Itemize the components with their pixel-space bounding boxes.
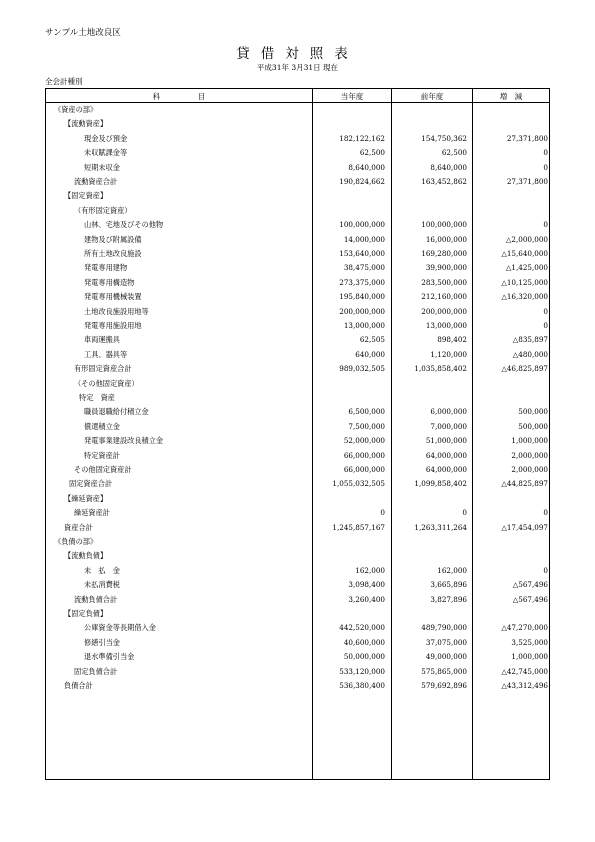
previous-year-value: 1,099,858,402 bbox=[414, 479, 467, 489]
table-row bbox=[46, 434, 549, 448]
current-year-value: 273,375,000 bbox=[339, 277, 385, 287]
table-row bbox=[46, 549, 549, 563]
change-value: 500,000 bbox=[518, 421, 548, 431]
previous-year-value: 62,500 bbox=[441, 148, 467, 158]
change-value: △567,496 bbox=[512, 594, 548, 604]
table-row bbox=[46, 506, 549, 520]
table-row bbox=[46, 578, 549, 592]
change-value: 0 bbox=[543, 321, 548, 330]
row-label: 未収賦課金等 bbox=[84, 148, 128, 158]
change-value: 2,000,000 bbox=[511, 465, 548, 474]
previous-year-value: 283,500,000 bbox=[421, 277, 467, 287]
row-label: 【固定資産】 bbox=[64, 191, 108, 201]
row-label: 特定 資産 bbox=[79, 393, 115, 402]
current-year-value: 442,520,000 bbox=[339, 623, 385, 633]
change-value: △15,640,000 bbox=[501, 249, 548, 258]
change-value: 1,000,000 bbox=[511, 436, 548, 446]
previous-year-value: 169,280,000 bbox=[421, 249, 467, 258]
row-label: 退水準備引当金 bbox=[84, 652, 135, 662]
table-row bbox=[46, 665, 549, 679]
current-year-value: 195,840,000 bbox=[339, 292, 385, 302]
previous-year-value: 579,692,896 bbox=[421, 681, 467, 690]
header-current-year: 当年度 bbox=[340, 92, 364, 101]
row-label: 公庫資金等長期借入金 bbox=[84, 623, 156, 633]
table-row bbox=[46, 261, 549, 275]
change-value: 2,000,000 bbox=[511, 450, 548, 460]
previous-year-value: 1,263,311,264 bbox=[414, 522, 467, 532]
current-year-value: 52,000,000 bbox=[343, 436, 385, 446]
table-row bbox=[46, 117, 549, 131]
table-row bbox=[46, 564, 549, 578]
current-year-value: 162,000 bbox=[355, 565, 385, 575]
row-label: その他固定資産計 bbox=[74, 465, 132, 474]
row-label: 【流動負債】 bbox=[64, 551, 108, 561]
row-label: （その他固定資産） bbox=[74, 378, 139, 388]
table-row bbox=[46, 175, 549, 189]
row-label: 流動負債合計 bbox=[74, 594, 118, 604]
table-row bbox=[46, 218, 549, 232]
change-value: 500,000 bbox=[518, 407, 548, 417]
current-year-value: 50,000,000 bbox=[343, 652, 385, 662]
previous-year-value: 100,000,000 bbox=[421, 220, 467, 230]
row-label: 未払消費税 bbox=[84, 580, 120, 590]
current-year-value: 8,640,000 bbox=[348, 162, 385, 172]
previous-year-value: 3,665,896 bbox=[430, 580, 467, 590]
current-year-value: 0 bbox=[380, 508, 385, 518]
table-row bbox=[46, 362, 549, 376]
row-label: 資産合計 bbox=[64, 522, 93, 532]
change-value: △42,745,000 bbox=[501, 666, 548, 676]
change-value: △2,000,000 bbox=[505, 234, 548, 244]
current-year-value: 14,000,000 bbox=[343, 234, 385, 244]
table-row bbox=[46, 233, 549, 247]
table-header bbox=[46, 89, 549, 103]
table-row bbox=[46, 420, 549, 434]
previous-year-value: 49,000,000 bbox=[425, 652, 467, 662]
table-row bbox=[46, 290, 549, 304]
change-value: 0 bbox=[543, 148, 548, 158]
current-year-value: 62,505 bbox=[359, 335, 385, 345]
table-row bbox=[46, 132, 549, 146]
table-row bbox=[46, 377, 549, 391]
table-row bbox=[46, 449, 549, 463]
table-row bbox=[46, 247, 549, 261]
row-label: 修繕引当金 bbox=[84, 637, 120, 647]
row-label: 工具、器具等 bbox=[84, 349, 128, 359]
change-value: △567,496 bbox=[512, 580, 548, 590]
report-date: 平成31年 3月31日 現在 bbox=[256, 63, 339, 72]
row-label: 【流動資産】 bbox=[64, 119, 108, 129]
change-value: △17,454,097 bbox=[501, 522, 548, 532]
current-year-value: 13,000,000 bbox=[343, 321, 385, 330]
row-label: 有形固定資産合計 bbox=[74, 364, 132, 374]
current-year-value: 6,500,000 bbox=[348, 407, 385, 417]
table-row bbox=[46, 103, 549, 117]
previous-year-value: 163,452,862 bbox=[421, 177, 467, 186]
header-account-title: 科 目 bbox=[152, 92, 206, 101]
change-value: △43,312,496 bbox=[501, 681, 548, 690]
row-label: 固定負債合計 bbox=[74, 666, 118, 676]
current-year-value: 640,000 bbox=[355, 349, 385, 359]
table-row bbox=[46, 276, 549, 290]
change-value: △835,897 bbox=[512, 335, 548, 345]
row-label: 流動資産合計 bbox=[74, 177, 118, 186]
previous-year-value: 154,750,362 bbox=[421, 133, 467, 143]
table-row bbox=[46, 391, 549, 405]
current-year-value: 66,000,000 bbox=[343, 465, 385, 474]
current-year-value: 1,055,032,505 bbox=[332, 479, 385, 489]
previous-year-value: 37,075,000 bbox=[425, 637, 467, 647]
previous-year-value: 6,000,000 bbox=[430, 407, 467, 417]
row-label: 【繰延資産】 bbox=[64, 493, 108, 503]
table-row bbox=[46, 333, 549, 347]
row-label: 短期未収金 bbox=[84, 162, 120, 172]
row-label: 発電専用建物 bbox=[84, 263, 128, 273]
table-row bbox=[46, 593, 549, 607]
change-value: 0 bbox=[543, 306, 548, 316]
row-label: 償還積立金 bbox=[84, 421, 120, 431]
current-year-value: 182,122,162 bbox=[339, 133, 385, 143]
table-row bbox=[46, 305, 549, 319]
previous-year-value: 39,900,000 bbox=[425, 263, 467, 273]
row-label: 車両運搬具 bbox=[84, 335, 120, 345]
previous-year-value: 1,120,000 bbox=[430, 349, 467, 359]
previous-year-value: 7,000,000 bbox=[430, 421, 467, 431]
row-label: 山林、宅地及びその他物 bbox=[84, 220, 164, 230]
row-label: 【固定負債】 bbox=[64, 609, 108, 618]
table-row bbox=[46, 621, 549, 635]
table-row bbox=[46, 405, 549, 419]
header-change: 増 減 bbox=[499, 92, 523, 101]
change-value: 27,371,800 bbox=[506, 177, 548, 186]
change-value: 0 bbox=[543, 220, 548, 230]
account-category: 全会計種別 bbox=[45, 77, 83, 86]
header-previous-year: 前年度 bbox=[420, 92, 444, 101]
previous-year-value: 200,000,000 bbox=[421, 306, 467, 316]
previous-year-value: 16,000,000 bbox=[425, 234, 467, 244]
current-year-value: 1,245,857,167 bbox=[332, 522, 385, 532]
change-value: 27,371,800 bbox=[506, 133, 548, 143]
change-value: 3,525,000 bbox=[511, 637, 548, 647]
previous-year-value: 8,640,000 bbox=[430, 162, 467, 172]
change-value: △47,270,000 bbox=[501, 623, 548, 633]
previous-year-value: 3,827,896 bbox=[430, 594, 467, 604]
change-value: △1,425,000 bbox=[505, 263, 548, 273]
row-label: 発電専用構造物 bbox=[84, 277, 135, 287]
current-year-value: 3,260,400 bbox=[348, 594, 385, 604]
table-row bbox=[46, 463, 549, 477]
row-label: 現金及び預金 bbox=[84, 133, 128, 143]
table-row bbox=[46, 477, 549, 491]
change-value: △46,825,897 bbox=[501, 364, 548, 374]
change-value: △10,125,000 bbox=[501, 277, 548, 287]
row-label: （有形固定資産） bbox=[74, 205, 132, 215]
table-row bbox=[46, 146, 549, 160]
change-value: △16,320,000 bbox=[501, 292, 548, 302]
change-value: 0 bbox=[543, 565, 548, 575]
row-label: 所有土地改良施設 bbox=[84, 249, 142, 258]
row-label: 《資産の部》 bbox=[54, 105, 98, 114]
table-row bbox=[46, 636, 549, 650]
previous-year-value: 51,000,000 bbox=[425, 436, 467, 446]
row-label: 《負債の部》 bbox=[54, 537, 98, 546]
current-year-value: 533,120,000 bbox=[339, 666, 385, 676]
table-row bbox=[46, 161, 549, 175]
row-label: 固定資産合計 bbox=[69, 479, 113, 489]
previous-year-value: 1,035,858,402 bbox=[414, 364, 467, 374]
row-label: 職員退職給付積立金 bbox=[84, 407, 149, 417]
row-label: 発電専用施設用地 bbox=[84, 321, 142, 330]
row-label: 土地改良施設用地等 bbox=[84, 306, 149, 316]
current-year-value: 3,098,400 bbox=[348, 580, 385, 590]
previous-year-value: 13,000,000 bbox=[425, 321, 467, 330]
change-value: 0 bbox=[543, 162, 548, 172]
change-value: 1,000,000 bbox=[511, 652, 548, 662]
current-year-value: 153,640,000 bbox=[339, 249, 385, 258]
table-row bbox=[46, 204, 549, 218]
balance-sheet-table bbox=[45, 88, 550, 780]
table-row bbox=[46, 492, 549, 506]
current-year-value: 536,380,400 bbox=[339, 681, 385, 690]
change-value: 0 bbox=[543, 508, 548, 518]
table-row bbox=[46, 189, 549, 203]
previous-year-value: 575,865,000 bbox=[421, 666, 467, 676]
row-label: 未 払 金 bbox=[84, 565, 120, 575]
current-year-value: 40,600,000 bbox=[343, 637, 385, 647]
table-row bbox=[46, 535, 549, 549]
row-label: 繰延資産計 bbox=[74, 508, 110, 518]
previous-year-value: 489,790,000 bbox=[421, 623, 467, 633]
table-row bbox=[46, 650, 549, 664]
current-year-value: 989,032,505 bbox=[339, 364, 385, 374]
current-year-value: 38,475,000 bbox=[343, 263, 385, 273]
row-label: 発電事業建設改良積立金 bbox=[84, 436, 164, 446]
previous-year-value: 64,000,000 bbox=[425, 465, 467, 474]
table-row bbox=[46, 319, 549, 333]
row-label: 発電専用機械装置 bbox=[84, 292, 142, 302]
previous-year-value: 0 bbox=[462, 508, 467, 518]
current-year-value: 66,000,000 bbox=[343, 450, 385, 460]
document-title: 貸借対照表 bbox=[236, 46, 359, 62]
organization-name: サンプル土地改良区 bbox=[45, 28, 121, 38]
previous-year-value: 64,000,000 bbox=[425, 450, 467, 460]
change-value: △44,825,897 bbox=[501, 479, 548, 489]
table-row bbox=[46, 607, 549, 621]
current-year-value: 190,824,662 bbox=[339, 177, 385, 186]
table-row bbox=[46, 521, 549, 535]
previous-year-value: 898,402 bbox=[437, 335, 467, 345]
row-label: 負債合計 bbox=[64, 681, 93, 690]
table-row bbox=[46, 348, 549, 362]
table-row bbox=[46, 679, 549, 693]
current-year-value: 62,500 bbox=[359, 148, 385, 158]
change-value: △480,000 bbox=[512, 349, 548, 359]
row-label: 建物及び附属設備 bbox=[84, 234, 142, 244]
previous-year-value: 212,160,000 bbox=[421, 292, 467, 302]
current-year-value: 100,000,000 bbox=[339, 220, 385, 230]
row-label: 特定資産計 bbox=[84, 450, 120, 460]
previous-year-value: 162,000 bbox=[437, 565, 467, 575]
current-year-value: 200,000,000 bbox=[339, 306, 385, 316]
current-year-value: 7,500,000 bbox=[348, 421, 385, 431]
